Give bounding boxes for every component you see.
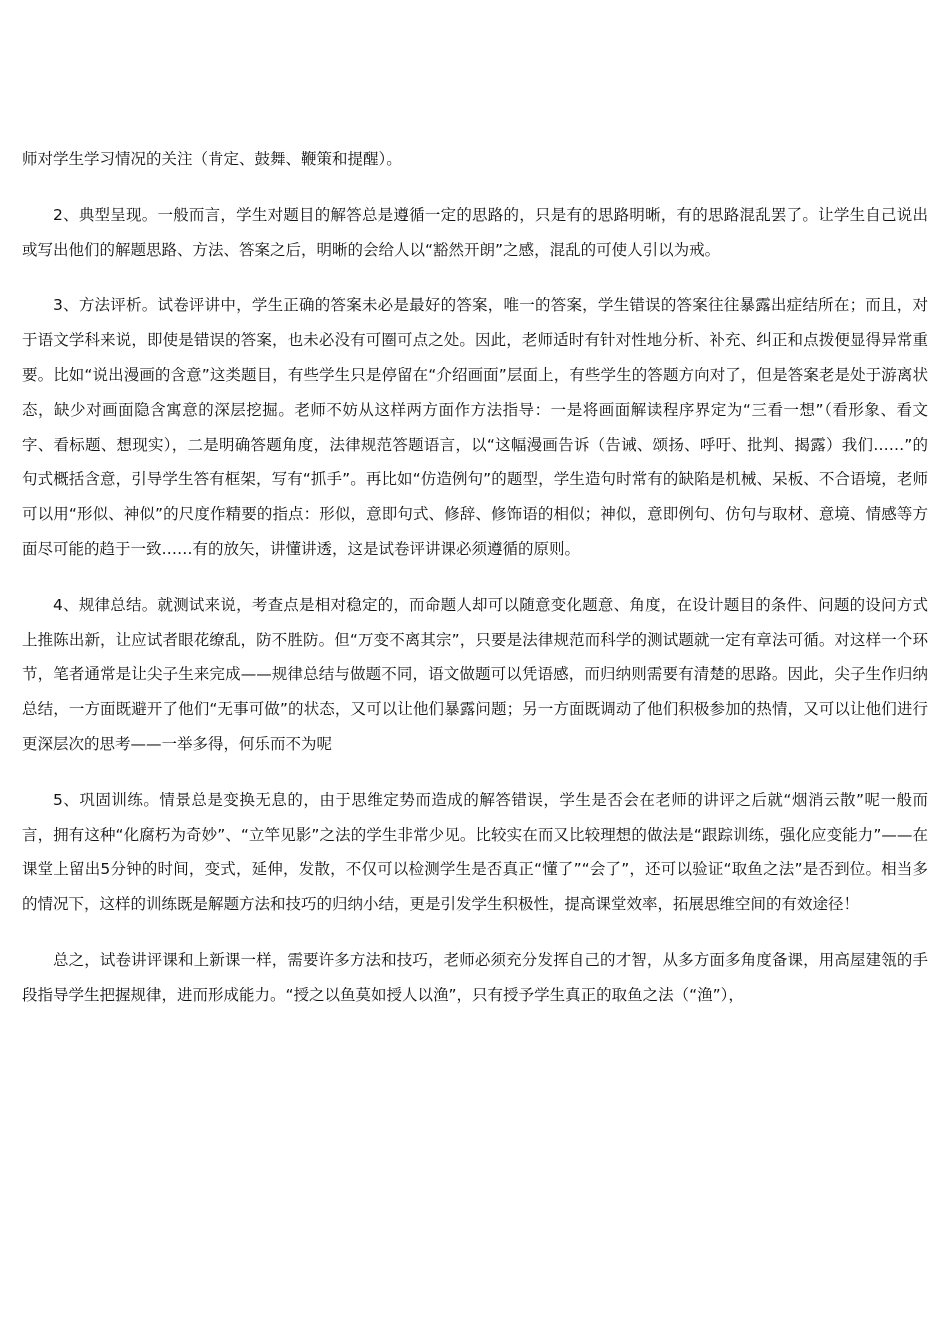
paragraph-continuation: 师对学生学习情况的关注（肯定、鼓舞、鞭策和提醒）。 — [22, 150, 402, 168]
paragraph-typical-presentation: 2、典型呈现。一般而言，学生对题目的解答总是遵循一定的思路的，只是有的思路明晰，有的思路混乱罢了。让学生自己说出或写出他们的解题思路、方法、答案之后，明晰的会给人以“豁然开朗”之感，混乱的可使人引以为戒。 — [22, 205, 928, 259]
paragraph-conclusion: 总之，试卷讲评课和上新课一样，需要许多方法和技巧，老师必须充分发挥自己的才智，从多方面多角度备课，用高屋建瓴的手段指导学生把握规律，进而形成能力。“授之以鱼莫如授人以渔”，只有授予学生真正的取鱼之法（“渔”）， — [22, 950, 928, 1004]
paragraph-method-analysis: 3、方法评析。试卷评讲中，学生正确的答案未必是最好的答案，唯一的答案，学生错误的答案往往暴露出症结所在；而且，对于语文学科来说，即使是错误的答案，也未必没有可圈可点之处。因此，老师适时有针对性地分析、补充、纠正和点拨便显得异常重要。比如“说出漫画的含意”这类题目，有些学生只是停留在“介绍画面”层面上，有些学生的答题方向对了，但是答案老是处于游离状态，缺少对画面隐含寓意的深层挖掘。老师不妨从这样两方面作方法指导：一是将画面解读程序界定为“三看一想”（看形象、看文字、看标题、想现实），二是明确答题角度，法律规范答题语言，以“这幅漫画告诉（告诫、颂扬、呼吁、批判、揭露）我们……”的句式概括含意，引导学生答有框架，写有“抓手”。再比如“仿造例句”的题型，学生造句时常有的缺陷是机械、呆板、不合语境，老师可以用“形似、神似”的尺度作精要的指点：形似，意即句式、修辞、修饰语的相似；神似，意即例句、仿句与取材、意境、情感等方面尽可能的趋于一致……有的放矢，讲懂讲透，这是试卷评讲课必须遵循的原则。 — [22, 296, 928, 558]
document-page — [22, 142, 928, 1013]
paragraph-rule-summary: 4、规律总结。就测试来说，考查点是相对稳定的，而命题人却可以随意变化题意、角度，在设计题目的条件、问题的设问方式上推陈出新，让应试者眼花缭乱，防不胜防。但“万变不离其宗”，只要是法律规范而科学的测试题就一定有章法可循。对这样一个环节，笔者通常是让尖子生来完成——规律总结与做题不同，语文做题可以凭语感，而归纳则需要有清楚的思路。因此，尖子生作归纳总结，一方面既避开了他们“无事可做”的状态，又可以让他们暴露问题；另一方面既调动了他们积极参加的热情，又可以让他们进行更深层次的思考——一举多得，何乐而不为呢 — [22, 595, 928, 753]
paragraph-consolidation-training: 5、巩固训练。情景总是变换无息的，由于思维定势而造成的解答错误，学生是否会在老师的讲评之后就“烟消云散”呢一般而言，拥有这种“化腐朽为奇妙”、“立竿见影”之法的学生非常少见。比较实在而又比较理想的做法是“跟踪训练，强化应变能力”——在课堂上留出5分钟的时间，变式，延伸，发散，不仅可以检测学生是否真正“懂了”“会了”，还可以验证“取鱼之法”是否到位。相当多的情况下，这样的训练既是解题方法和技巧的归纳小结，更是引发学生积极性，提高课堂效率，拓展思维空间的有效途径！ — [22, 790, 928, 914]
